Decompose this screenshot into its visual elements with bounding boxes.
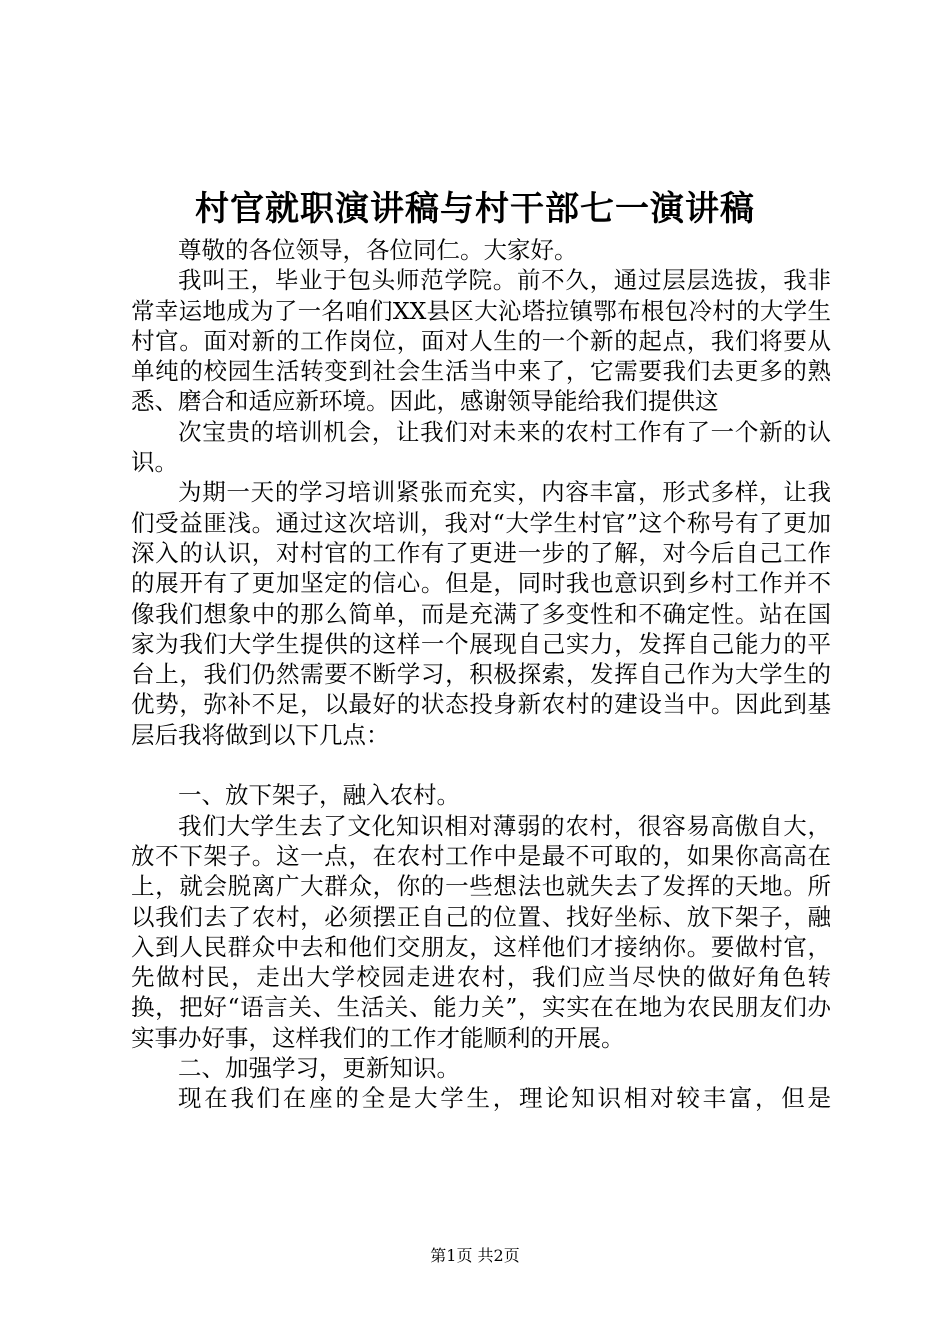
paragraph-training-summary: 为期一天的学习培训紧张而充实，内容丰富，形式多样，让我们受益匪浅。通过这次培训，我对“大学生村官”这个称号有了更加深入的认识，对村官的工作有了更进一步的了解，对今后自己工作的展开有了更加坚定的信心。但是，同时我也意识到乡村工作并不像我们想象中的那么简单，而是充满了多变性和不确定性。站在国家为我们大学生提供的这样一个展现自己实力，发挥自己能力的平台上，我们仍然需要不断学习，积极探索，发挥自己作为大学生的优势，弥补不足，以最好的状态投身新农村的建设当中。因此到基层后我将做到以下几点： bbox=[131, 478, 831, 749]
section-heading-2: 二、加强学习，更新知识。 bbox=[178, 1054, 460, 1083]
paragraph-spacer bbox=[131, 750, 831, 780]
paragraph-introduction: 我叫王，毕业于包头师范学院。前不久，通过层层选拔，我非常幸运地成为了一名咱们XX县区大沁塔拉镇鄂布根包冷村的大学生村官。面对新的工作岗位，面对人生的一个新的起点，我们将要从单纯的校园生活转变到社会生活当中来了，它需要我们去更多的熟悉、磨合和适应新环境。因此，感谢领导能给我们提供这 bbox=[131, 266, 831, 416]
document-title: 村官就职演讲稿与村干部七一演讲稿 bbox=[195, 189, 755, 229]
paragraph-greeting: 尊敬的各位领导，各位同仁。大家好。 bbox=[178, 236, 578, 264]
paragraph-training-opportunity: 次宝贵的培训机会，让我们对未来的农村工作有了一个新的认识。 bbox=[131, 417, 831, 477]
paragraph-section-1: 我们大学生去了文化知识相对薄弱的农村，很容易高傲自大，放不下架子。这一点，在农村工作中是最不可取的，如果你高高在上，就会脱离广大群众，你的一些想法也就失去了发挥的天地。所以我们去了农村，必须摆正自己的位置、找好坐标、放下架子，融入到人民群众中去和他们交朋友，这样他们才接纳你。要做村官，先做村民，走出大学校园走进农村，我们应当尽快的做好角色转换，把好“语言关、生活关、能力关”，实实在在地为农民朋友们办实事办好事，这样我们的工作才能顺利的开展。 bbox=[131, 811, 831, 1052]
section-heading-1: 一、放下架子，融入农村。 bbox=[178, 781, 460, 810]
paragraph-section-2: 现在我们在座的全是大学生，理论知识相对较丰富，但是 bbox=[178, 1084, 831, 1113]
document-body bbox=[131, 235, 831, 1114]
page-footer: 第1页 共2页 bbox=[430, 1246, 520, 1265]
